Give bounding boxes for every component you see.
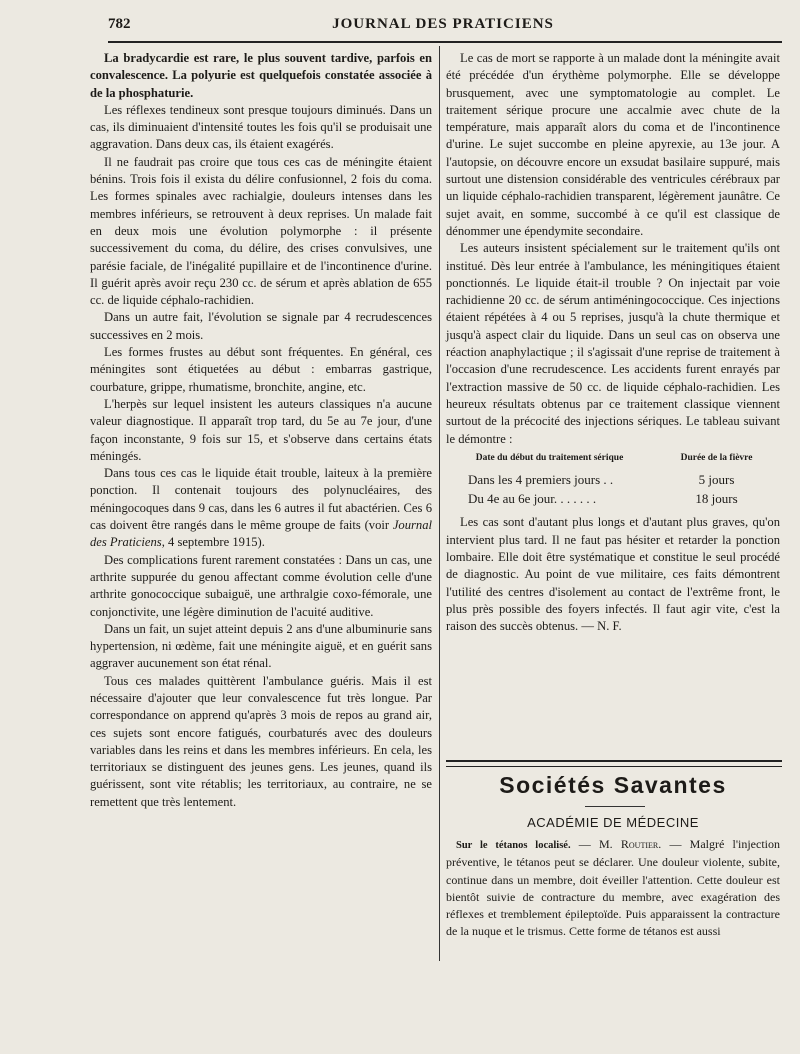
table-row [446, 489, 780, 508]
paragraph: L'herpès sur lequel insistent les auteurs classiques n'a aucune valeur diagnostique. Il apparaît trop tard, du 5e au 7e jour, d'une façon inconstante, 9 fois sur 15, et s'observe dans certains états méningés. [90, 396, 432, 463]
paragraph-text: , 4 septembre 1915). [161, 535, 265, 550]
table-cell-label: Du 4e au 6e jour. . . . . . . [468, 491, 597, 507]
section-title: Sociétés Savantes [499, 772, 727, 798]
table-cell-value: 18 jours [695, 491, 738, 507]
paragraph: Les cas sont d'autant plus longs et d'autant plus graves, qu'on intervient plus tard. Il ne faut pas hésiter et retarder la ponction lombaire. Elle doit être systématique et constitue le seul procédé de diagnostic. Au point de vue militaire, ces faits démontrent l'utilité des centres d'isolement au contact de l'extrême front, le plus près possible des foyers infectés. Il faut agir vite, c'est la raison des succès obtenus. — N. F. [446, 515, 780, 634]
paragraph: Des complications furent rarement constatées : Dans un cas, une arthrite suppurée du genou affectant comme évolution celle d'une arthrite gonococcique subaiguë, une arthralgie coxo-fémorale, une conjonctivite, une légère diminution de l'acuité auditive. [90, 552, 432, 619]
paragraph: Dans un autre fait, l'évolution se signale par 4 recrudescences successives en 2 mois. [90, 310, 432, 342]
paragraph: Le cas de mort se rapporte à un malade dont la méningite avait été précédée d'un érythème polymorphe. Elle se développe brusquement, avec une symptomatologie au complet. Le traitement sérique procure une accalmie avec chute de la température, mais apparaît alors du coma et de l'incontinence d'urine. Le sujet succombe en pleine apyrexie, au 13e jour. A l'autopsie, on découvre encore un exsudat basilaire suppuré, mais surtout une distension considérable des ventricules cérébraux par un liquide céphalo-rachidien transparent, légèrement jaunâtre. Ce sujet avait, en somme, succombé à ce qu'il est classique de dénommer une épendymite secondaire. [446, 51, 780, 238]
table-header-date: Date du début du traitement sérique [475, 452, 624, 463]
paragraph: Dans un fait, un sujet atteint depuis 2 ans d'une albuminurie sans hypertension, ni œdème, fait une méningite aiguë, et en guérit sans aggraver aucunement son état rénal. [90, 621, 432, 671]
paragraph: Les auteurs insistent spécialement sur le traitement qu'ils ont institué. Dès leur entrée à l'ambulance, les méningitiques étaient ponctionnés. Le liquide était-il trouble ? On injectait par voie rachidienne 20 cc. de sérum antiméningococcique. Ces injections étaient répétées à 4 ou 5 reprises, jusqu'à la chute thermique et jusqu'à aspect clair du liquide. Dans un seul cas on observa une réaction anaphylactique ; il s'agissait d'une reprise de traitement à l'occasion d'une recrudescence. Les accidents furent enrayés par l'extraction massive de 50 cc. de liquide céphalo-rachidien. Les heureux résultats obtenus par ce traitement classique viennent surtout de la précocité des injections sériques. Le tableau suivant le démontre : [446, 241, 780, 446]
page-number: 782 [108, 16, 131, 32]
societes-paragraph [446, 836, 780, 941]
right-column [446, 50, 780, 636]
author-name: Routier [620, 837, 659, 851]
header-rule [108, 41, 782, 43]
title-rule [585, 806, 645, 807]
paragraph: Il ne faudrait pas croire que tous ces cas de méningite étaient bénins. Trois fois il exista du délire confusionnel, 2 fois du coma. Les formes spinales avec rachialgie, douleurs intenses dans les membres inférieurs, se retrouvent à deux reprises. Un malade fait en deux mois une évolution polymorphe : il présente successivement du coma, du délire, des crises convulsives, une parésie faciale, de l'inégalité pupillaire et de l'incontinence d'urine. Il guérit après avoir reçu 230 cc. de sérum et après ablation de 655 cc. de liquide céphalo-rachidien. [90, 154, 432, 308]
column-divider [439, 46, 440, 961]
journal-reference: Journal des Praticiens [90, 518, 432, 550]
treatment-table [446, 452, 780, 509]
table-cell-label: Dans les 4 premiers jours . . [468, 471, 614, 487]
paragraph [90, 465, 432, 551]
section-rule [446, 760, 782, 767]
journal-title: JOURNAL DES PRATICIENS [332, 16, 554, 32]
paragraph: La bradycardie est rare, le plus souvent tardive, parfois en convalescence. La polyurie est quelquefois constatée associée à de la phosphaturie. [90, 51, 432, 100]
page-header [108, 16, 778, 38]
table-row [446, 470, 780, 489]
paragraph-text: Dans tous ces cas le liquide était trouble, laiteux à la première ponction. Il contenait toujours des polynucléaires, des méningocoques dans 9 cas, dans les 6 autres il fut abactérien. Ces 6 cas doivent être rangés dans le même groupe de faits (voir [90, 466, 432, 533]
paragraph: Les formes frustes au début sont fréquentes. En général, ces méningites sont étiquetées au début : embarras gastrique, courbature, grippe, rhumatisme, bronchite, angine, etc. [90, 345, 432, 394]
dash-text: — M. [570, 837, 621, 851]
table-cell-value: 5 jours [698, 471, 735, 487]
paragraph: Les réflexes tendineux sont presque toujours diminués. Dans un cas, ils diminuaient d'intensité toutes les fois qu'il se produisait une aggravation. Dans deux cas, ils étaient exagérés. [90, 102, 432, 152]
left-column [90, 50, 432, 811]
paragraph-text: . — Malgré l'injection préventive, le tétanos peut se déclarer. Une douleur violente, subite, continue dans un membre, doit éveiller l'attention. Cette douleur est bientôt suivie de contracture du membre, avec exagération des réflexes et tremblement épileptoïde. Puis apparaissent la contracture de la nuque et le trismus. Cette forme de tétanos est aussi [446, 837, 780, 939]
runin-title: Sur le tétanos localisé. [456, 840, 571, 851]
paragraph: Tous ces malades quittèrent l'ambulance guéris. Mais il est nécessaire d'ajouter que leur convalescence fut très longue. Par correspondance on apprend qu'après 3 mois de repos au grand air, ces sujets sont encore fatigués, courbaturés avec des douleurs variables dans les reins et dans les membres inférieurs. En cela, les territoriaux se distinguent des jeunes gens. Les jeunes, quand ils guérissent, sont vite rétablis; les territoriaux, au contraire, ne se remettent que très lentement. [90, 673, 432, 809]
subsection-title: ACADÉMIE DE MÉDECINE [527, 815, 699, 830]
table-header-duration: Durée de la fièvre [680, 452, 753, 463]
